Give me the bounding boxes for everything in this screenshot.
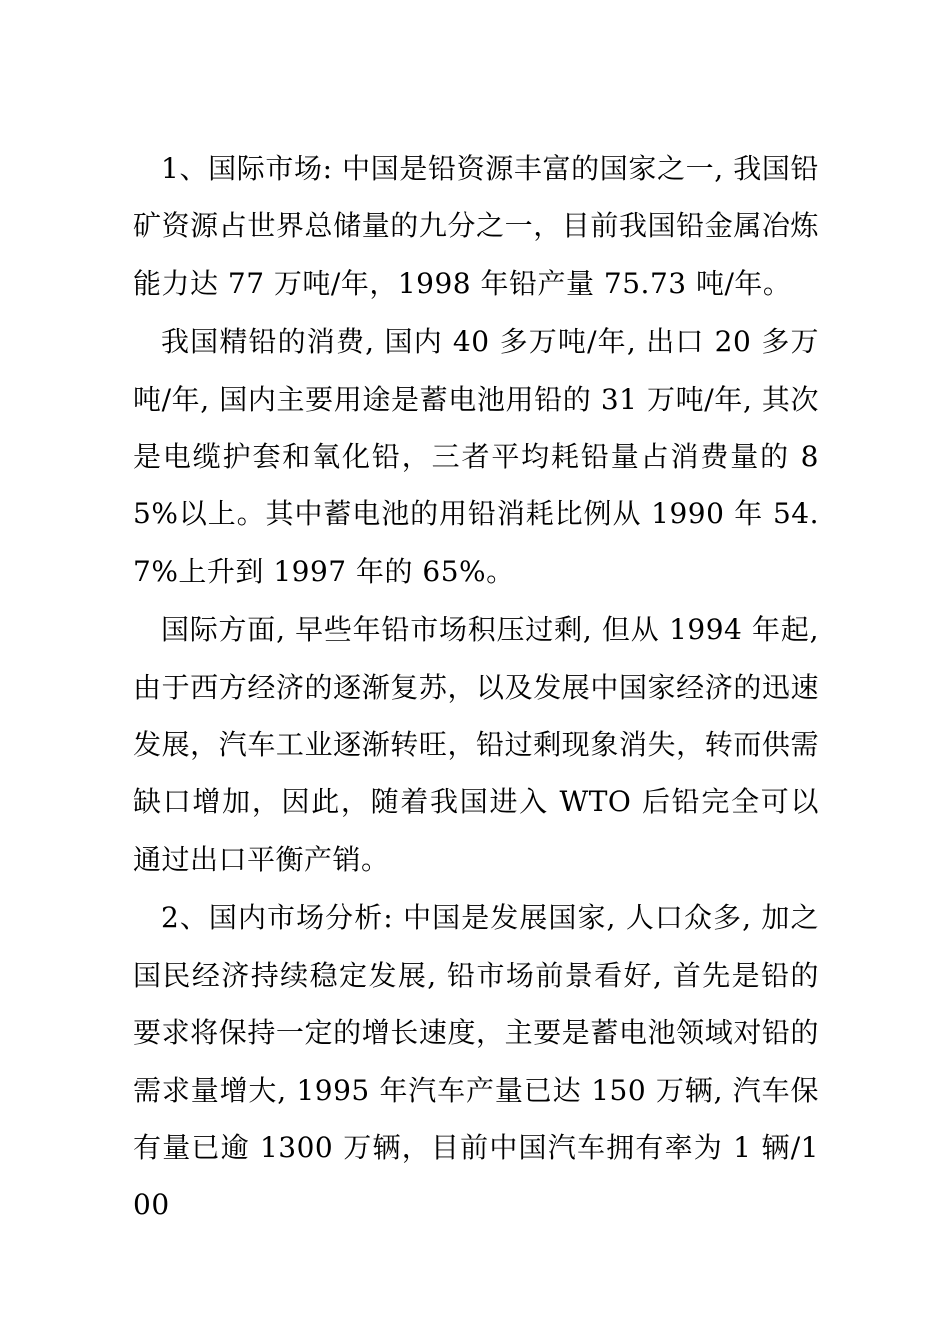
paragraph-international-market: 1、国际市场: 中国是铅资源丰富的国家之一, 我国铅矿资源占世界总储量的九分之一，目前我国铅金属冶炼能力达 77 万吨/年，1998 年铅产量 75.73 吨/年。	[133, 152, 819, 300]
paragraph-refined-lead-consumption: 我国精铅的消费, 国内 40 多万吨/年, 出口 20 多万吨/年, 国内主要用途是蓄电池用铅的 31 万吨/年, 其次是电缆护套和氧化铅，三者平均耗铅量占消费量的 85%以上。其中蓄电池的用铅消耗比例从 1990 年 54.7%上升到 1997 年的 65%。	[133, 325, 819, 588]
paragraph-international-aspect: 国际方面, 早些年铅市场积压过剩, 但从 1994 年起, 由于西方经济的逐渐复苏，以及发展中国家经济的迅速发展，汽车工业逐渐转旺，铅过剩现象消失，转而供需缺口增加，因此，随着我国进入 WTO 后铅完全可以通过出口平衡产销。	[133, 613, 819, 876]
document-body	[133, 140, 819, 1235]
paragraph-domestic-market-analysis: 2、国内市场分析: 中国是发展国家, 人口众多, 加之国民经济持续稳定发展, 铅市场前景看好, 首先是铅的要求将保持一定的增长速度，主要是蓄电池领域对铅的需求量增大, 1995 年汽车产量已达 150 万辆, 汽车保有量已逾 1300 万辆，目前中国汽车拥有率为 1 辆/100	[133, 901, 819, 1222]
